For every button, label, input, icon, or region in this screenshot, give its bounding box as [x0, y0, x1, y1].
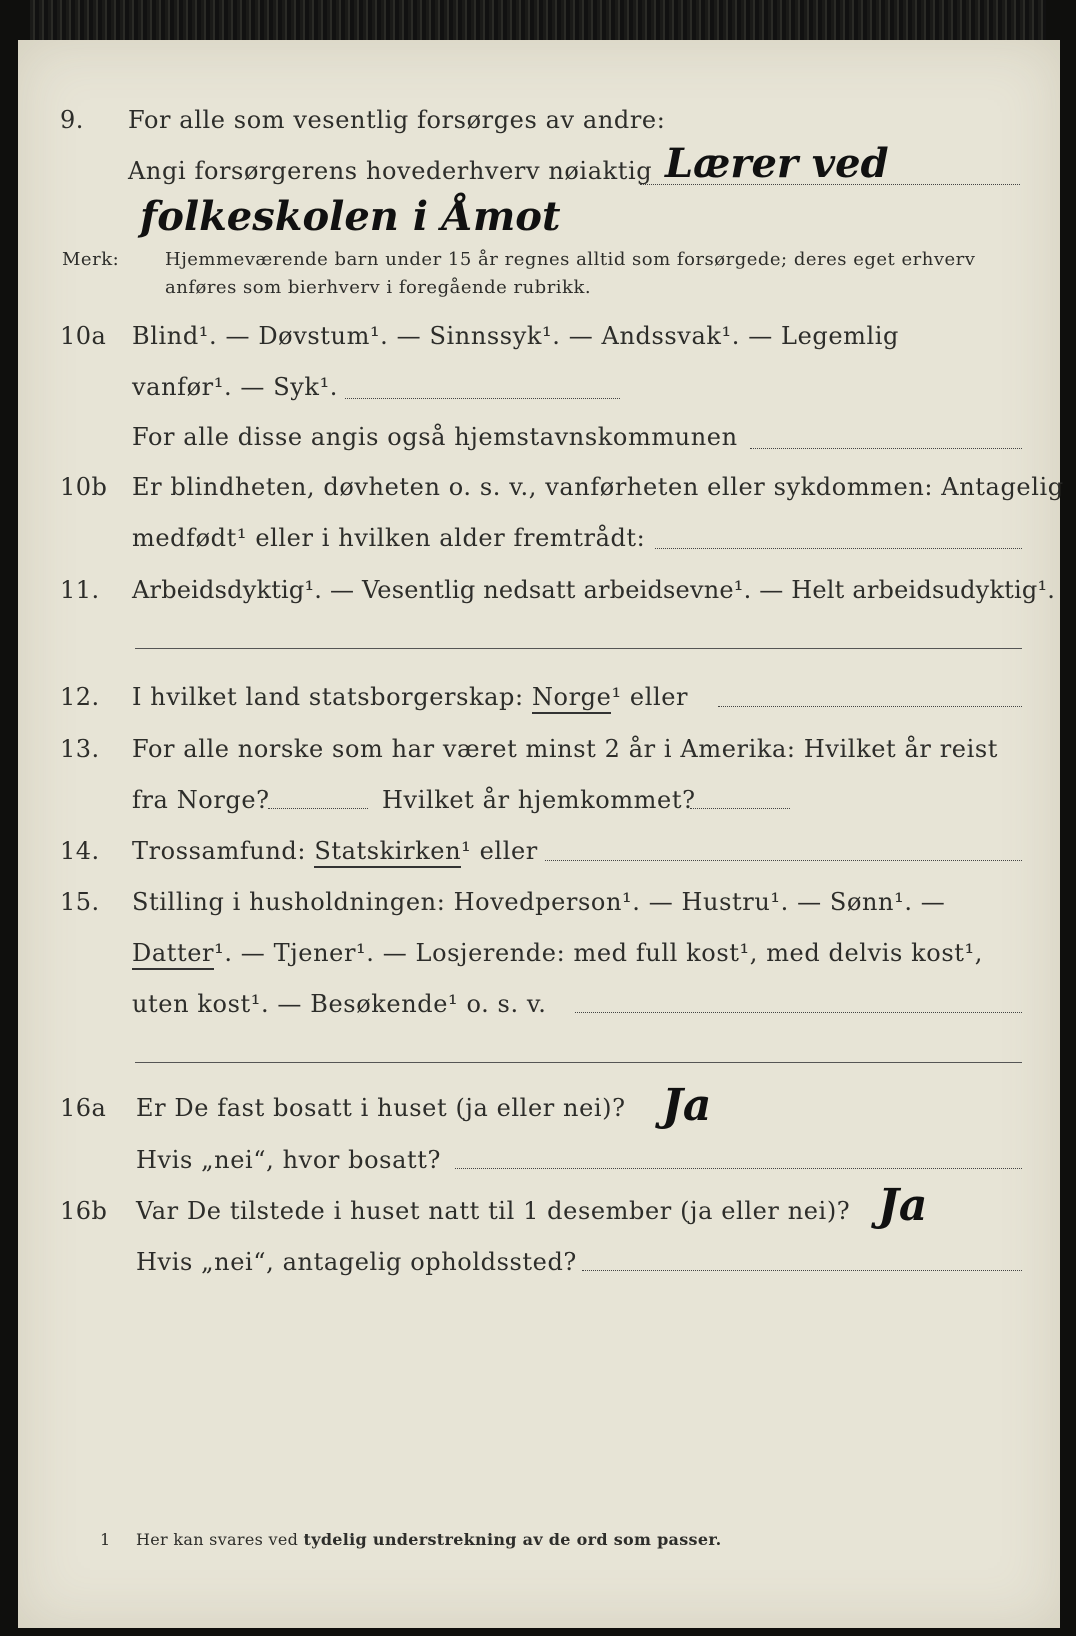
q9-line1: For alle som vesentlig forsørges av andre:: [128, 106, 666, 134]
q12-post: ¹ eller: [611, 683, 689, 711]
q14-number: 14.: [60, 837, 100, 865]
q10a-syk-line: [345, 398, 620, 399]
q15-underlined: Datter: [132, 939, 214, 970]
q15-answer-line: [575, 1012, 1022, 1013]
q14-pre: Trossamfund:: [132, 837, 307, 865]
q13-number: 13.: [60, 735, 100, 763]
q12-pre: I hvilket land statsborgerskap:: [132, 683, 524, 711]
q16a-handwritten-answer: Ja: [662, 1080, 712, 1131]
q15-line2: [132, 939, 983, 967]
q11-answer-line: [135, 648, 1022, 649]
q14-answer-line: [545, 860, 1022, 861]
q16b-handwritten-answer: Ja: [878, 1180, 928, 1231]
footnote-text: Her kan svares ved: [136, 1530, 304, 1549]
q16b-line2: Hvis „nei“, antagelig opholdssted?: [136, 1248, 577, 1276]
q10a-line3: For alle disse angis også hjemstavnskommunen: [132, 423, 738, 451]
q10a-hjemstavn-line: [750, 448, 1022, 449]
q16b-answer-line: [582, 1270, 1022, 1271]
footnote: [136, 1530, 721, 1549]
q10a-number: 10a: [60, 322, 107, 350]
q15-number: 15.: [60, 888, 100, 916]
q13-line2a: fra Norge?: [132, 786, 270, 814]
q12-underlined: Norge: [532, 683, 612, 714]
q10b-line1: Er blindheten, døvheten o. s. v., vanførheten eller sykdommen: Antagelig: [132, 473, 1064, 501]
q16a-line2: Hvis „nei“, hvor bosatt?: [136, 1146, 441, 1174]
q12-number: 12.: [60, 683, 100, 711]
q10b-number: 10b: [60, 473, 108, 501]
q9-line2: Angi forsørgerens hovederhverv nøiaktig: [128, 157, 653, 185]
q11-line1: Arbeidsdyktig¹. — Vesentlig nedsatt arbeidsevne¹. — Helt arbeidsudyktig¹.: [132, 576, 1056, 604]
q15-line2-rest: ¹. — Tjener¹. — Losjerende: med full kost¹, med delvis kost¹,: [214, 939, 983, 967]
q12-line: [132, 683, 688, 711]
q14-underlined: Statskirken: [314, 837, 461, 868]
q16b-number: 16b: [60, 1197, 108, 1225]
merk-label: Merk:: [62, 249, 120, 270]
q12-answer-line: [718, 706, 1022, 707]
q14-post: ¹ eller: [461, 837, 538, 865]
q13-line1: For alle norske som har været minst 2 år i Amerika: Hvilket år reist: [132, 735, 999, 763]
merk-line1: Hjemmeværende barn under 15 år regnes alltid som forsørgede; deres eget erhverv: [165, 249, 976, 270]
q11-number: 11.: [60, 576, 100, 604]
q16a-answer-line: [455, 1168, 1022, 1169]
q10a-line1: Blind¹. — Døvstum¹. — Sinnssyk¹. — Andssvak¹. — Legemlig: [132, 322, 900, 350]
q10b-alder-line: [655, 548, 1022, 549]
q13-reist-line: [268, 808, 368, 809]
q16a-number: 16a: [60, 1094, 107, 1122]
merk-line2: anføres som bierhverv i foregående rubrikk.: [165, 277, 592, 298]
q9-number: 9.: [60, 106, 84, 134]
q15-extra-line: [135, 1062, 1022, 1063]
q15-line1: Stilling i husholdningen: Hovedperson¹. — Hustru¹. — Sønn¹. —: [132, 888, 946, 916]
q13-line2b: Hvilket år hjemkommet?: [382, 786, 696, 814]
footnote-bold-text: tydelig understrekning av de ord som passer.: [303, 1530, 722, 1549]
q10b-line2: medfødt¹ eller i hvilken alder fremtrådt:: [132, 524, 646, 552]
q15-line3: uten kost¹. — Besøkende¹ o. s. v.: [132, 990, 547, 1018]
q14-line: [132, 837, 538, 865]
scan-edge: [30, 0, 1046, 40]
q16b-line1: Var De tilstede i huset natt til 1 desember (ja eller nei)?: [136, 1197, 851, 1225]
q16a-line1: Er De fast bosatt i huset (ja eller nei)?: [136, 1094, 626, 1122]
q9-handwritten-answer1: Lærer ved: [665, 140, 889, 187]
footnote-mark: 1: [100, 1530, 111, 1549]
q13-hjemkommet-line: [690, 808, 790, 809]
q10a-line2: vanfør¹. — Syk¹.: [132, 373, 339, 401]
q9-handwritten-answer2: folkeskolen i Åmot: [140, 193, 561, 240]
